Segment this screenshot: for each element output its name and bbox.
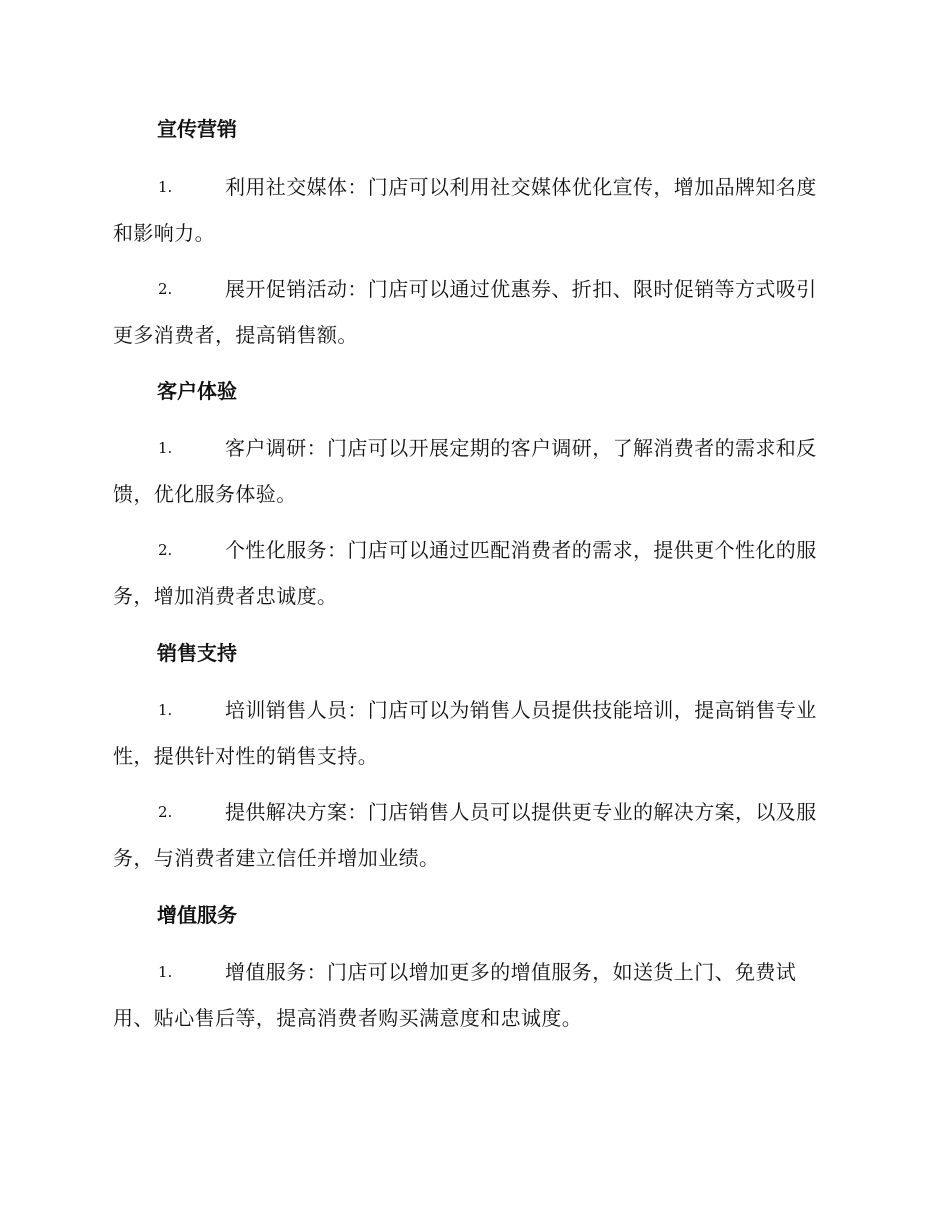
section-heading: 客户体验 [157,379,237,403]
list-item-text: 个性化服务：门店可以通过匹配消费者的需求，提供更个性化的服务，增加消费者忠诚度。 [113,538,817,608]
list-item-number: 1. [158,178,173,196]
list-item [113,266,835,358]
list-item-text: 客户调研：门店可以开展定期的客户调研，了解消费者的需求和反馈，优化服务体验。 [113,436,817,506]
list-item-number: 1. [158,439,173,457]
list-item-number: 1. [158,963,173,981]
list-item-text: 增值服务：门店可以增加更多的增值服务，如送货上门、免费试用、贴心售后等，提高消费者购买满意度和忠诚度。 [113,960,797,1030]
list-item-number: 2. [158,541,173,559]
list-item-text: 提供解决方案：门店销售人员可以提供更专业的解决方案，以及服务，与消费者建立信任并增加业绩。 [113,800,817,870]
list-item-number: 1. [158,701,173,719]
list-item [113,425,835,517]
list-item [113,527,835,619]
section-heading: 销售支持 [157,641,237,665]
list-item [113,687,835,779]
list-item-text: 利用社交媒体：门店可以利用社交媒体优化宣传，增加品牌知名度和影响力。 [113,175,817,245]
section-heading: 增值服务 [157,903,237,927]
list-item-number: 2. [158,280,173,298]
list-item [113,789,835,881]
list-item [113,949,835,1041]
list-item-number: 2. [158,803,173,821]
section-heading: 宣传营销 [157,117,237,141]
list-item-text: 培训销售人员：门店可以为销售人员提供技能培训，提高销售专业性，提供针对性的销售支持。 [113,698,817,768]
list-item [113,164,835,256]
list-item-text: 展开促销活动：门店可以通过优惠券、折扣、限时促销等方式吸引更多消费者，提高销售额。 [113,277,817,347]
